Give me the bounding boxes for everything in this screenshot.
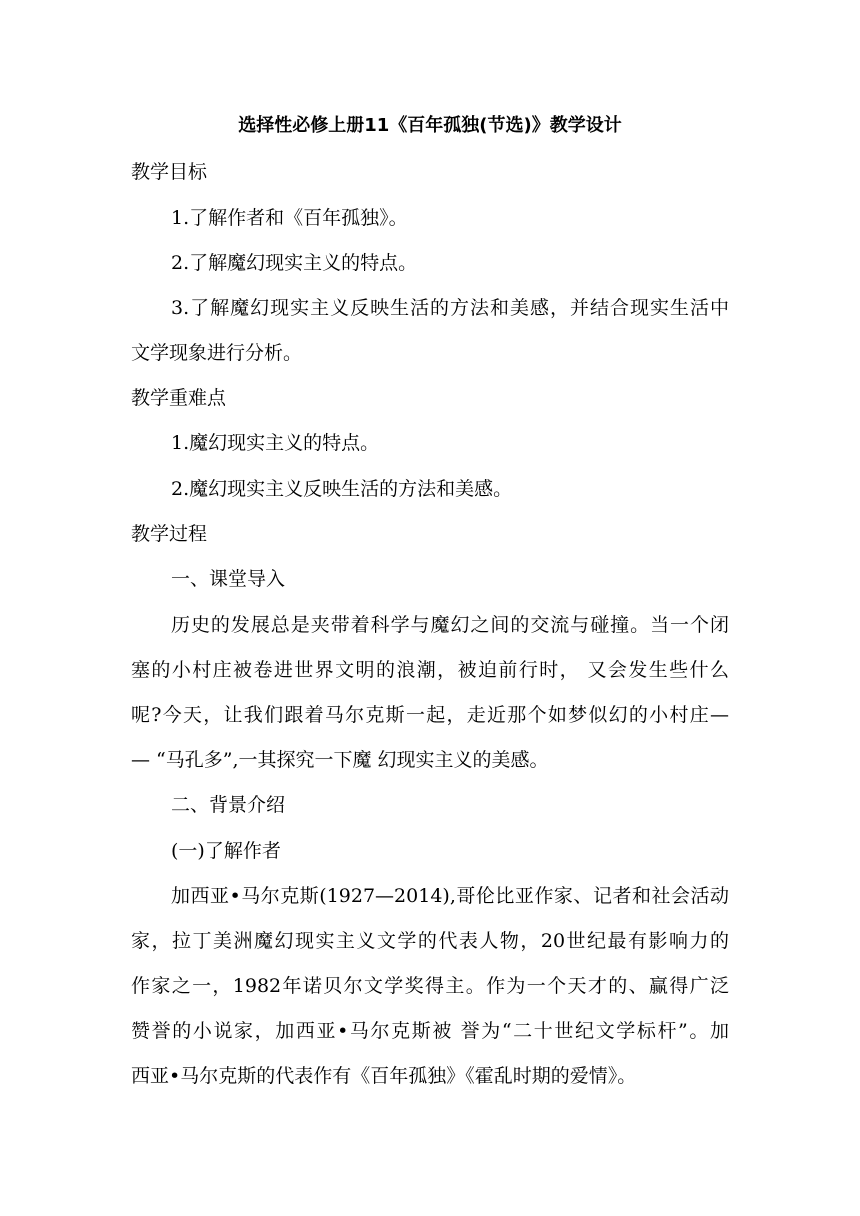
author-paragraph-line: 西亚•马尔克斯的代表作有《百年孤独》《霍乱时期的爱情》。 [131, 1065, 637, 1087]
author-paragraph-line: 赞誉的小说家，加西亚•马尔克斯被 誉为“二十世纪文学标杆”。加 [131, 1020, 729, 1042]
intro-paragraph-line: 历史的发展总是夹带着科学与魔幻之间的交流与碰撞。当一个闭 [171, 614, 729, 636]
section-1-heading: 一、课堂导入 [171, 568, 286, 590]
intro-paragraph-line: 塞的小村庄被卷进世界文明的浪潮，被迫前行时， 又会发生些什么 [131, 659, 729, 681]
section-2-heading: 二、背景介绍 [171, 794, 286, 816]
intro-paragraph-line: — “马孔多”,一其探究一下魔 幻现实主义的美感。 [131, 749, 549, 771]
key-point-2: 2.魔幻现实主义反映生活的方法和美感。 [171, 478, 513, 500]
key-point-1: 1.魔幻现实主义的特点。 [171, 432, 380, 454]
goal-item-3-continued: 文学现象进行分析。 [131, 342, 303, 364]
subsection-author-heading: (一)了解作者 [171, 840, 281, 862]
goal-item-1: 1.了解作者和《百年孤独》。 [171, 207, 408, 229]
intro-paragraph-line: 呢?今天，让我们跟着马尔克斯一起，走近那个如梦似幻的小村庄— [131, 704, 729, 726]
heading-key-points: 教学重难点 [131, 387, 227, 409]
goal-item-3: 3.了解魔幻现实主义反映生活的方法和美感，并结合现实生活中 [171, 297, 729, 319]
goal-item-2: 2.了解魔幻现实主义的特点。 [171, 252, 418, 274]
heading-teaching-goals: 教学目标 [131, 161, 208, 183]
document-title: 选择性必修上册11《百年孤独(节选)》教学设计 [238, 115, 622, 136]
author-paragraph-line: 加西亚•马尔克斯(1927—2014),哥伦比亚作家、记者和社会活动 [171, 885, 729, 907]
author-paragraph-line: 作家之一，1982年诺贝尔文学奖得主。作为一个天才的、赢得广泛 [131, 975, 729, 997]
heading-teaching-process: 教学过程 [131, 523, 208, 545]
author-paragraph-line: 家，拉丁美洲魔幻现实主义文学的代表人物，20世纪最有影响力的 [131, 930, 729, 952]
